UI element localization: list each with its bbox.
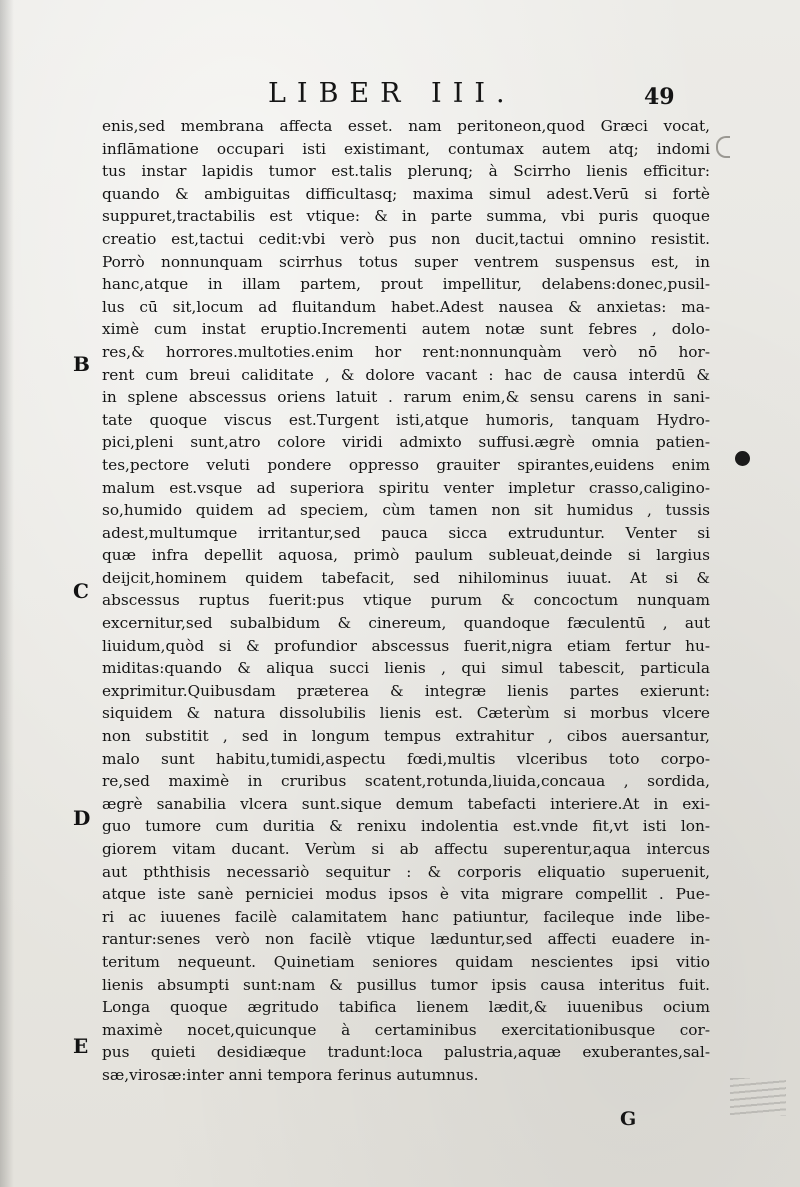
running-title: LIBER III. bbox=[268, 78, 516, 109]
text-line: in splene abscessus oriens latuit . rarum enim,& sensu carens in sani- bbox=[102, 388, 710, 407]
page-gutter-shadow bbox=[0, 0, 14, 1187]
text-line: quæ infra depellit aquosa, primò paulum subleuat,deinde si largius bbox=[102, 546, 710, 565]
text-line: pus quieti desidiæque tradunt:loca palustria,aquæ exuberantes,sal- bbox=[102, 1043, 710, 1062]
text-line: malum est.vsque ad superiora spiritu venter impletur crasso,caligino- bbox=[102, 478, 710, 497]
text-line: sæ,virosæ:inter anni tempora ferinus autumnus. bbox=[102, 1065, 479, 1084]
text-line: adest,multumque irritantur,sed pauca sicca extruduntur. Venter si bbox=[102, 523, 710, 542]
ink-blot bbox=[735, 451, 750, 466]
text-line: re,sed maximè in cruribus scatent,rotunda,liuida,concaua , sordida, bbox=[102, 772, 710, 791]
text-line: tes,pectore veluti pondere oppresso grauiter spirantes,euidens enim bbox=[102, 455, 710, 474]
text-line: suppuret,tractabilis est vtique: & in parte summa, vbi puris quoque bbox=[102, 207, 710, 226]
text-line: res,& horrores.multoties.enim hor rent:nonnunquàm verò nō hor- bbox=[102, 342, 710, 361]
text-line: siquidem & natura dissolubilis lienis est. Cæterùm si morbus vlcere bbox=[102, 704, 710, 723]
text-line: hanc,atque in illam partem, prout impellitur, delabens:donec,pusil- bbox=[102, 275, 710, 294]
text-line: Porrò nonnunquam scirrhus totus super ventrem suspensus est, in bbox=[102, 252, 710, 271]
text-line: inflāmatione occupari isti existimant, contumax autem atq; indomi bbox=[102, 139, 710, 158]
text-line: ximè cum instat eruptio.Incrementi autem notæ sunt febres , dolo- bbox=[102, 320, 710, 339]
body-text bbox=[102, 115, 710, 1087]
text-line: lus cū sit,locum ad fluitandum habet.Adest nausea & anxietas: ma- bbox=[102, 297, 710, 316]
margin-letter-e: E bbox=[73, 1034, 89, 1058]
text-line: tate quoque viscus est.Turgent isti,atque humoris, tanquam Hydro- bbox=[102, 410, 710, 429]
text-line: creatio est,tactui cedit:vbi verò pus non ducit,tactui omnino resistit. bbox=[102, 229, 710, 248]
text-line: liuidum,quòd si & profundior abscessus fuerit,nigra etiam fertur hu- bbox=[102, 636, 710, 655]
text-line: enis,sed membrana affecta esset. nam peritoneon,quod Græci vocat, bbox=[102, 117, 710, 135]
text-line: quando & ambiguitas difficultasq; maxima simul adest.Verū si fortè bbox=[102, 184, 710, 203]
text-line: aut pththisis necessariò sequitur : & corporis eliquatio superuenit, bbox=[102, 862, 710, 881]
page-number: 49 bbox=[644, 84, 675, 110]
text-line: abscessus ruptus fuerit:pus vtique purum & concoctum nunquam bbox=[102, 591, 710, 610]
text-line: excernitur,sed subalbidum & cinereum, quandoque fæculentū , aut bbox=[102, 614, 710, 633]
text-line: ri ac iuuenes facilè calamitatem hanc patiuntur, facileque inde libe- bbox=[102, 907, 710, 926]
margin-bracket-mark bbox=[716, 136, 730, 158]
text-line: exprimitur.Quibusdam præterea & integræ lienis partes exierunt: bbox=[102, 681, 710, 700]
text-line: miditas:quando & aliqua succi lienis , qui simul tabescit, particula bbox=[102, 659, 710, 678]
text-line: teritum nequeunt. Quinetiam seniores quidam nescientes ipsi vitio bbox=[102, 952, 710, 971]
text-line: giorem vitam ducant. Verùm si ab affectu superentur,aqua intercus bbox=[102, 840, 710, 858]
text-line: maximè nocet,quicunque à certaminibus exercitationibusque cor- bbox=[102, 1020, 710, 1039]
margin-letter-d: D bbox=[73, 806, 91, 830]
text-line: ægrè sanabilia vlcera sunt.sique demum tabefacti interiere.At in exi- bbox=[102, 794, 710, 813]
text-line: malo sunt habitu,tumidi,aspectu fœdi,multis vlceribus toto corpo- bbox=[102, 749, 710, 768]
catchword: G bbox=[620, 1108, 637, 1130]
text-line: so,humido quidem ad speciem, cùm tamen non sit humidus , tussis bbox=[102, 501, 710, 520]
text-line: Longa quoque ægritudo tabifica lienem lædit,& iuuenibus ocium bbox=[102, 998, 710, 1017]
text-line: lienis absumpti sunt:nam & pusillus tumor ipsis causa interitus fuit. bbox=[102, 975, 710, 994]
text-line: rent cum breui caliditate , & dolore vacant : hac de causa interdū & bbox=[102, 365, 710, 384]
text-line: deijcit,hominem quidem tabefacit, sed nihilominus iuuat. At si & bbox=[102, 568, 710, 587]
text-line: non substitit , sed in longum tempus extrahitur , cibos auersantur, bbox=[102, 727, 710, 746]
text-line: guo tumore cum duritia & renixu indolentia est.vnde fit,vt isti lon- bbox=[102, 817, 710, 836]
margin-letter-c: C bbox=[73, 579, 89, 603]
text-line: atque iste sanè perniciei modus ipsos è vita migrare compellit . Pue- bbox=[102, 885, 710, 904]
text-line: pici,pleni sunt,atro colore viridi admixto suffusi.ægrè omnia patien- bbox=[102, 433, 710, 452]
text-line: rantur:senes verò non facilè vtique læduntur,sed affecti euadere in- bbox=[102, 930, 710, 949]
text-line: tus instar lapidis tumor est.talis plerunq; à Scirrho lienis efficitur: bbox=[102, 162, 710, 181]
bleed-through-text bbox=[730, 1078, 786, 1116]
margin-letter-b: B bbox=[73, 352, 90, 376]
